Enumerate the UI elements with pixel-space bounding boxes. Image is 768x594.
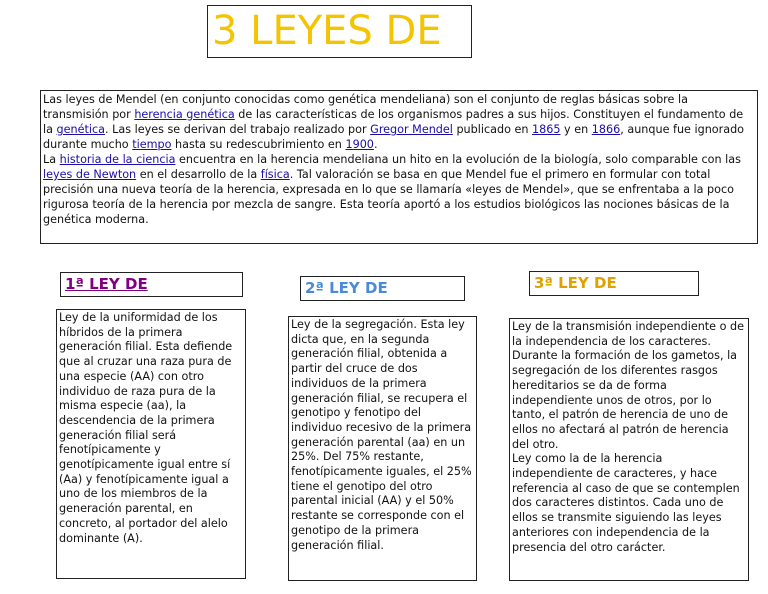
intro-text-run: en el desarrollo de la xyxy=(136,168,261,181)
intro-link[interactable]: física xyxy=(260,168,290,181)
intro-text-run: Las leyes de Mendel (en conjunto conocidas como genética mendeliana) son el conjunto de reglas básicas sobre la transmisión por xyxy=(43,93,688,121)
law-3-text xyxy=(509,318,749,581)
law-3-heading: 3ª LEY DE xyxy=(529,271,699,296)
law-2-text: Ley de la segregación. Esta ley dicta que, en la segunda generación filial, obtenida a partir del cruce de dos individuos de la primera generación filial, se recupera el genotipo y fenotipo del individuo recesivo de la primera generación parental (aa) en un 25%. Del 75% restante, fenotípicamente iguales, el 25% tiene el genotipo del otro parental inicial (AA) y el 50% restante se corresponde con el genotipo de la primera generación filial. xyxy=(288,316,477,581)
page-title: 3 LEYES DE xyxy=(207,5,472,58)
intro-paragraph-2 xyxy=(43,152,755,227)
intro-text-run: . xyxy=(373,138,378,151)
intro-text-run: de las características de los organismos padres a sus hijos. Constituyen el fundamento de la xyxy=(43,108,744,136)
law-1-heading: 1ª LEY DE xyxy=(60,272,243,297)
intro-text-run: , aunque fue ignorado durante mucho xyxy=(43,123,745,151)
intro-text-run: La xyxy=(43,153,60,166)
intro-text-run: y en xyxy=(560,123,592,136)
intro-link[interactable]: tiempo xyxy=(132,138,172,151)
law-3-paragraph-2: Ley como la de la herencia independiente de caracteres, y hace referencia al caso de que se contemplen dos caracteres distintos. Cada uno de ellos se transmite siguiendo las leyes anteriores con independencia de la presencia del otro carácter. xyxy=(512,452,740,554)
law-1-text: Ley de la uniformidad de los híbridos de la primera generación filial. Esta defiende que al cruzar una raza pura de una especie (AA) con otro individuo de raza pura de la misma especie (aa), la descendencia de la primera generación filial será fenotípicamente y genotípicamente igual entre sí (Aa) y fenotípicamente igual a uno de los miembros de la generación parental, en concreto, al portador del alelo dominante (A). xyxy=(56,309,246,579)
intro-paragraph-1 xyxy=(43,92,755,152)
intro-text-box xyxy=(40,90,758,244)
intro-link[interactable]: Gregor Mendel xyxy=(370,123,453,136)
intro-link[interactable]: genética xyxy=(56,123,105,136)
intro-link[interactable]: leyes de Newton xyxy=(43,168,137,181)
intro-text-run: hasta su redescubrimiento en xyxy=(171,138,346,151)
intro-link[interactable]: 1865 xyxy=(532,123,561,136)
intro-link[interactable]: 1900 xyxy=(345,138,374,151)
intro-link[interactable]: 1866 xyxy=(591,123,621,136)
law-3-paragraph-1: Ley de la transmisión independiente o de la independencia de los caracteres. Durante la formación de los gametos, la segregación de los diferentes rasgos hereditarios se da de forma independiente unos de otros, por lo tanto, el patrón de herencia de uno de ellos no afectará al patrón de herencia del otro. xyxy=(512,320,745,451)
intro-text-run: publicado en xyxy=(452,123,532,136)
intro-link[interactable]: historia de la ciencia xyxy=(59,153,176,166)
intro-text-run: encuentra en la herencia mendeliana un hito en la evolución de la biología, solo comparable con las xyxy=(175,153,741,166)
law-2-heading: 2ª LEY DE xyxy=(300,276,465,301)
intro-link[interactable]: herencia genética xyxy=(134,108,235,121)
intro-text-run: . Las leyes se derivan del trabajo realizado por xyxy=(105,123,371,136)
intro-text-run: . Tal valoración se basa en que Mendel fue el primero en formular con total precisión una nueva teoría de la herencia, expresada en lo que se llamaría «leyes de Mendel», que se enfrentaba a la poco rigurosa teoría de la herencia por mezcla de sangre. Esta teoría aportó a los estudios biológicos las nociones básicas de la genética moderna. xyxy=(43,168,734,226)
